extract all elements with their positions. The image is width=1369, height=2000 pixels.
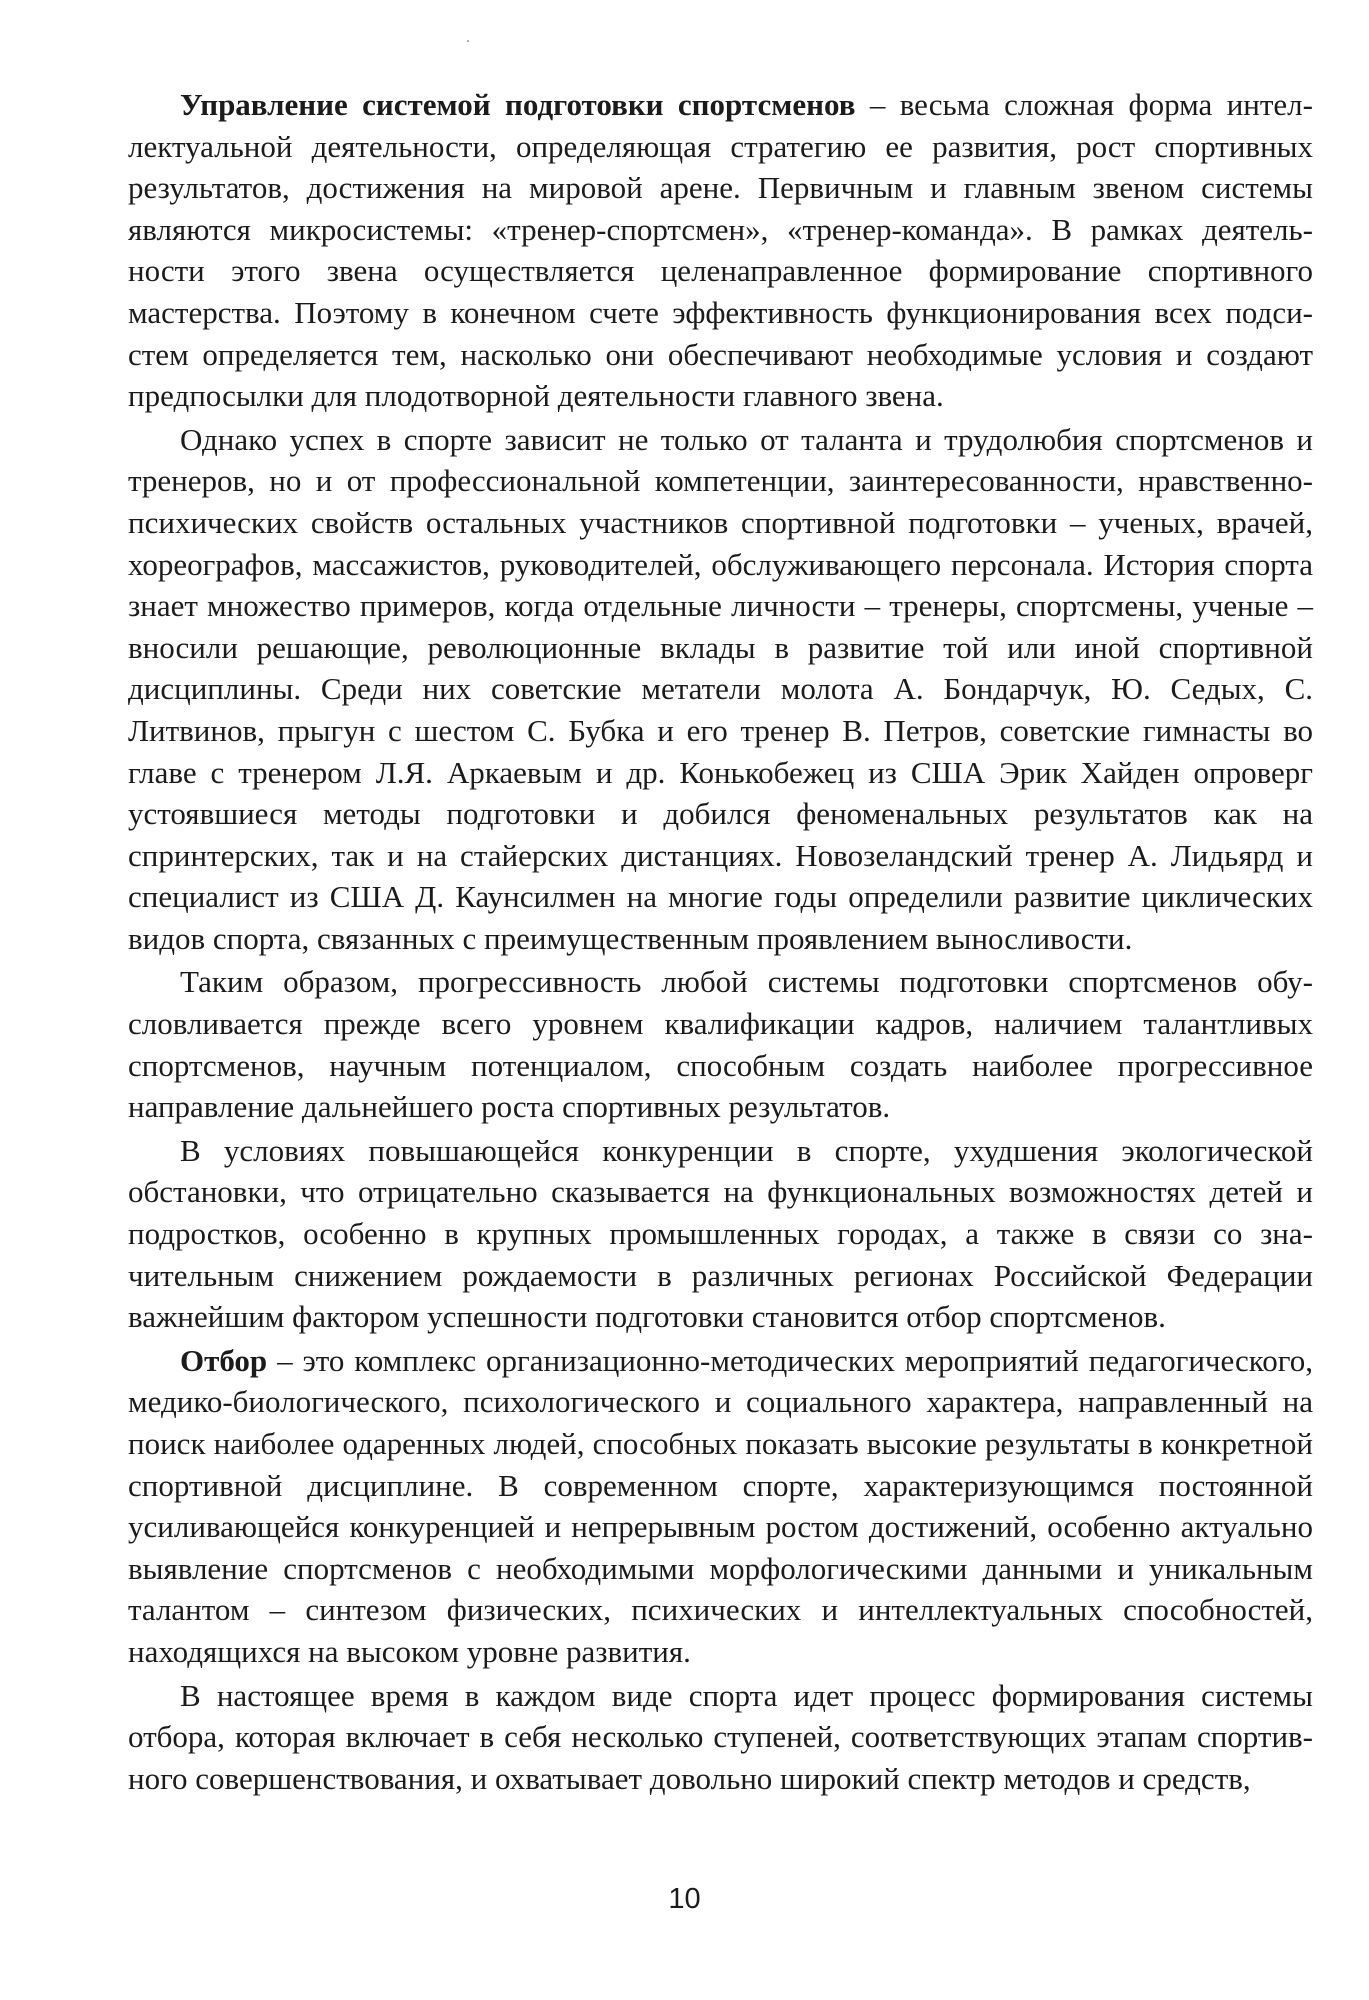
document-body [128,84,1313,1801]
paragraph-text: Однако успех в спорте зависит не только от таланта и трудолюбия спортсменов и тренеров, но и от профессиональной компетенции, заинтересованности, нравственно-психических свойств остальных участников спортивной подготовки – ученых, врачей, хореографов, массажистов, руководителей, обслуживающего персонала. История спорта знает множество примеров, когда отдельные личности – тренеры, спортсмены, ученые – вносили решающие, революционные вклады в развитие той или иной спортивной дисциплины. Среди них советские метатели молота А. Бондарчук, Ю. Седых, С. Литвинов, прыгун с шестом С. Бубка и его тренер В. Петров, советские гимнасты во главе с тренером Л.Я. Аркаевым и др. Конькобежец из США Эрик Хайден опроверг устоявшиеся методы подготовки и добился феноменальных результатов как на спринтерских, так и на стайерских дистанциях. Новозеландский тренер А. Лидьярд и специалист из США Д. Каунсилмен на многие годы определили развитие циклических видов спорта, связанных с преимущественным проявлением выносливости. [128,421,1313,956]
paragraph-selection-system [128,1675,1313,1800]
paragraph-system-management [128,84,1313,417]
paragraph-competition-conditions [128,1130,1313,1338]
paragraph-progressiveness [128,961,1313,1127]
paragraph-text: – весьма сложная форма интеллектуальной деятельности, определяющая стратегию ее развития, рост спортивных результатов, достижения на мировой арене. Первичным и главным звеном системы являются микросистемы: «тренер-спортсмен», «тренер-команда». В рамках деятельности этого звена осуществляется целенаправленное формирование спортивного мастерства. Поэтому в конечном счете эффективность функционирования всех подсистем определяется тем, насколько они обеспечивают необходимые условия и создают предпосылки для плодотворной деятельности главного звена. [128,87,1313,414]
page-number: 10 [668,1883,701,1915]
term-system-management: Управление системой подготовки спортсменов [180,87,856,122]
paragraph-text: В настоящее время в каждом виде спорта идет процесс формирования системы отбора, которая включает в себя несколько ступеней, соответствующих этапам спортивного совершенствования, и охватывает довольно широкий спектр методов и средств, [128,1677,1313,1796]
paragraph-text: – это комплекс организационно-методических мероприятий педагогического, медико-биологического, психологического и социального характера, направленный на поиск наиболее одаренных людей, способных показать высокие результаты в конкретной спортивной дисциплине. В современном спорте, характеризующимся постоянной усиливающейся конкуренцией и непрерывным ростом достижений, особенно актуально выявление спортсменов с необходимыми морфологическими данными и уникальным талантом – синтезом физических, психических и интеллектуальных способностей, находящихся на высоком уровне развития. [128,1342,1313,1669]
paragraph-success-factors [128,419,1313,960]
paragraph-text: В условиях повышающейся конкуренции в спорте, ухудшения экологической обстановки, что отрицательно сказывается на функциональных возможностях детей и подростков, особенно в крупных промышленных городах, а также в связи со значительным снижением рождаемости в различных регионах Российской Федерации важнейшим фактором успешности подготовки становится отбор спортсменов. [128,1132,1313,1335]
term-selection: Отбор [180,1342,268,1378]
scan-speck [467,40,469,42]
paragraph-selection-definition [128,1340,1313,1673]
paragraph-text: Таким образом, прогрессивность любой системы подготовки спортсменов обусловливается прежде всего уровнем квалификации кадров, наличием талантливых спортсменов, научным потенциалом, способным создать наиболее прогрессивное направление дальнейшего роста спортивных результатов. [128,964,1313,1125]
